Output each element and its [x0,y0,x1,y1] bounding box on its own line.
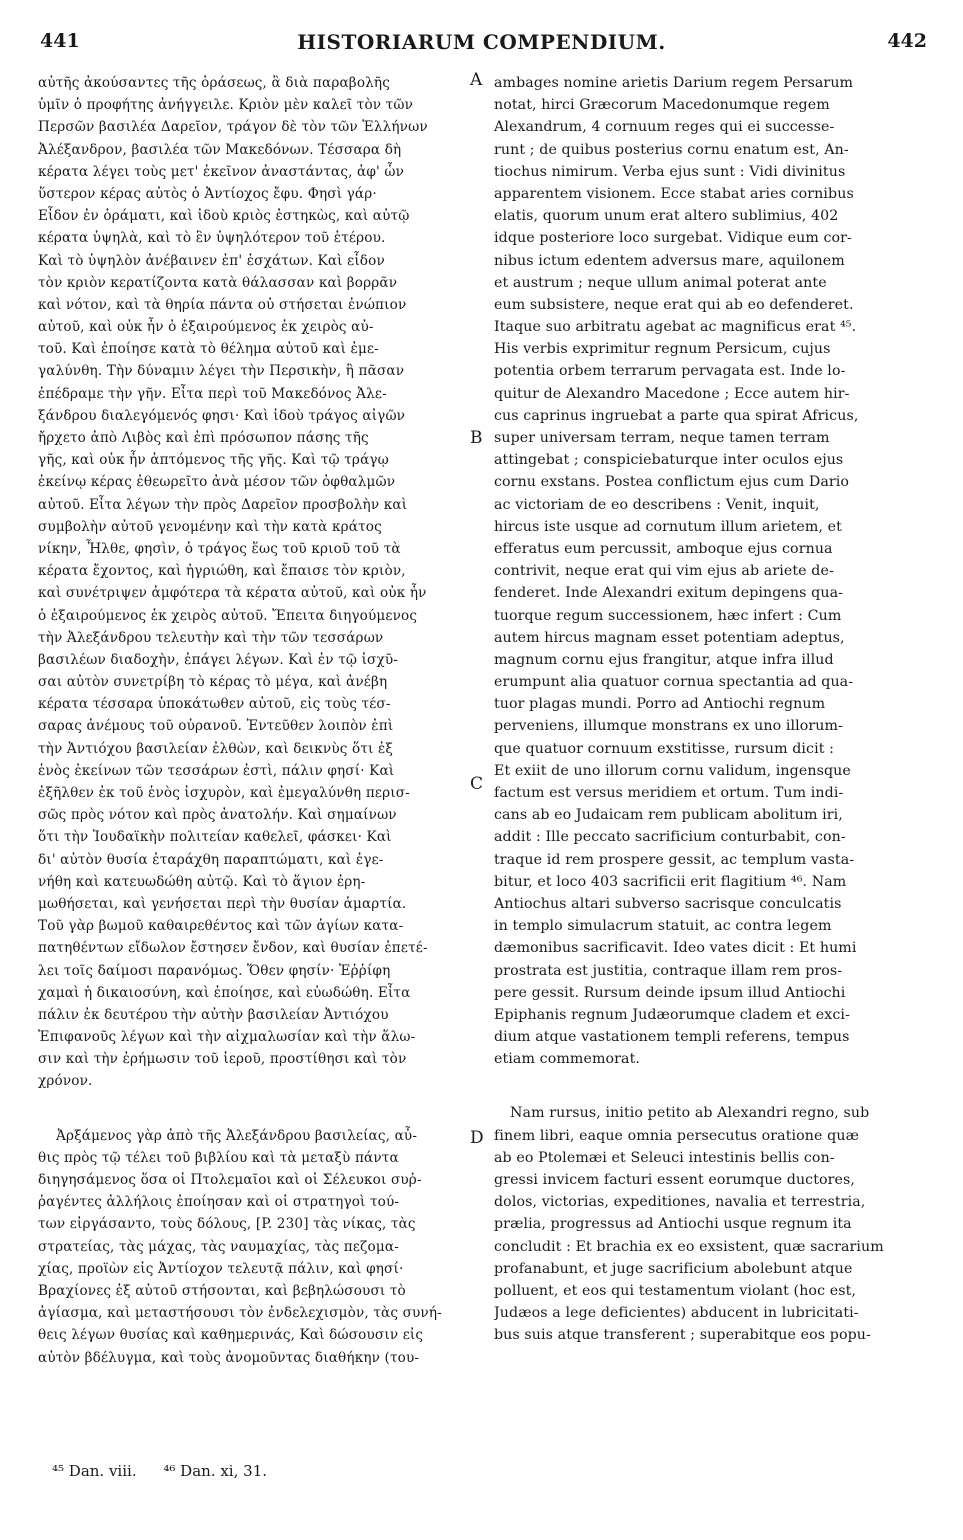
latin-text-line: cus caprinus ingruebat a parte qua spirat Africus, [494,407,859,424]
greek-text-line: ἑνὸς ἐκείνων τῶν τεσσάρων ἐστὶ, πάλιν φησί· Καὶ [38,762,395,779]
greek-text-line: τοῦ. Καὶ ἐποίησε κατὰ τὸ θέλημα αὐτοῦ καὶ ἐμε- [38,341,379,358]
greek-text-line: γῆς, καὶ οὐκ ἦν ἁπτόμενος τῆς γῆς. Καὶ τῷ τράγῳ [38,452,389,469]
footnotes [52,1462,289,1480]
latin-text-line: etiam commemorat. [494,1051,640,1068]
latin-text-line: super universam terram, neque tamen terram [494,430,830,446]
greek-text-line: δι' αὐτὸν θυσία ἐταράχθη παραπτώματι, καὶ ἐγε- [38,851,384,868]
greek-text-line: κέρατα ὑψηλὰ, καὶ τὸ ἓν ὑψηλότερον τοῦ ἑτέρου. [38,230,386,247]
greek-text-line: ἐπέδραμε τὴν γῆν. Εἶτα περὶ τοῦ Μακεδόνος Ἀλε- [38,385,387,402]
section-marker-a: A [470,70,483,90]
greek-text-line: συμβολὴν αὐτοῦ γενομένην καὶ τὴν κατὰ κράτος [38,518,382,535]
greek-text-line: σῶς πρὸς νότον καὶ πρὸς ἀνατολήν. Καὶ σημαίνων [38,807,397,824]
latin-text-line: Itaque suo arbitratu agebat ac magnificus erat ⁴⁵. [494,319,857,336]
section-marker-c: C [470,774,484,794]
greek-text-line: Ἀλέξανδρον, βασιλέα τῶν Μακεδόνων. Τέσσαρα δὴ [38,141,402,158]
latin-text-line: Et exiit de uno illorum cornu validum, ingensque [494,762,851,779]
latin-text-line: apparentem visionem. Ecce stabat aries cornibus [494,185,854,202]
latin-text-line: in templo simulacrum statuit, ac contra legem [494,918,832,935]
latin-text-line: bitur, et loco 403 sacrificii erit flagitium ⁴⁶. Nam [494,873,847,890]
greek-text-line: Περσῶν βασιλέα Δαρεῖον, τράγον δὲ τὸν τῶν Ἑλλήνων [38,119,428,136]
latin-text-line: Alexandrum, 4 cornuum reges qui ei successe- [494,119,835,136]
latin-text-line: dæmonibus sacrificavit. Ideo vates dicit : Et humi [494,940,857,957]
greek-text-line: χίας, προϊὼν εἰς Ἀντίοχον τελευτᾷ πάλιν, καὶ φησί· [38,1260,404,1277]
latin-text-line: profanabunt, et juge sacrificium abolebunt atque [494,1260,853,1277]
greek-text-line: πάλιν ἐκ δευτέρου τὴν αὐτὴν βασιλείαν Ἀντιόχου [38,1006,389,1023]
greek-text-line: ῥαγέντες ἀλλήλοις ἐποίησαν καὶ οἱ στρατηγοὶ τού- [38,1194,400,1211]
section-marker-b: B [470,428,483,448]
latin-text-line: Nam rursus, initio petito ab Alexandri regno, sub [510,1105,870,1122]
latin-text-line: pere gessit. Rursum deinde ipsum illud Antiochi [494,984,846,1001]
latin-text-line: elatis, quorum unum erat altero sublimius, 402 [494,208,839,225]
latin-text-line: addit : Ille peccato sacrificium conturbabit, con- [494,829,846,846]
greek-text-line: ὕστερον κέρας αὐτὸς ὁ Ἀντίοχος ἔφυ. Φησὶ γάρ· [38,185,377,202]
greek-text-line: διηγησάμενος ὅσα οἱ Πτολεμαῖοι καὶ οἱ Σέλευκοι συῤ- [38,1172,422,1188]
greek-text-line: ἐξῆλθεν ἐκ τοῦ ἑνὸς ἰσχυρὸν, καὶ ἐμεγαλύνθη περισ- [38,785,410,801]
latin-text-line: perveniens, illumque monstrans ex uno illorum- [494,718,843,735]
greek-text-line: κέρατα τέσσαρα ὑποκάτωθεν αὐτοῦ, εἰς τοὺς τέσ- [38,696,391,713]
latin-text-line: bus suis atque transferent ; superabitque eos popu- [494,1327,871,1344]
greek-text-line: Καὶ τὸ ὑψηλὸν ἀνέβαινεν ἐπ' ἐσχάτων. Καὶ εἶδον [38,252,385,269]
greek-text-line: Εἶδον ἐν ὁράματι, καὶ ἰδοὺ κριὸς ἑστηκὼς, καὶ αὐτῷ [38,208,410,225]
greek-text-line: ἁγίασμα, καὶ μεταστήσουσι τὸν ἐνδελεχισμὸν, τὰς συνή- [38,1305,442,1322]
latin-text-line: gressi invicem facturi essent eorumque ductores, [494,1172,856,1188]
greek-text-line: αὐτὸν βδέλυγμα, καὶ τοὺς ἀνομοῦντας διαθήκην (του- [38,1349,420,1366]
greek-text-line: στρατείας, τὰς μάχας, τὰς ναυμαχίας, τὰς πεζομα- [38,1238,399,1255]
greek-text-line: χαμαὶ ἡ δικαιοσύνη, καὶ ἐποίησε, καὶ εὐωδώθη. Εἶτα [38,984,411,1001]
latin-text-line: eum subsistere, neque erat qui ab eo defenderet. [494,296,854,313]
greek-text-line: σαρας ἀνέμους τοῦ οὐρανοῦ. Ἐντεῦθεν λοιπὸν ἐπὶ [38,718,394,735]
greek-text-line: σαι αὐτὸν συνετρίβη τὸ κέρας τὸ μέγα, καὶ ἀνέβη [38,674,388,691]
latin-text-line: tiochus nimirum. Verba ejus sunt : Vidi divinitus [494,163,846,180]
page-header [0,30,963,60]
latin-text-line: quitur de Alexandro Macedone ; Ecce autem hir- [494,385,850,402]
greek-text-line: ξάνδρου διαλεγόμενός φησι· Καὶ ἰδοὺ τράγος αἰγῶν [38,407,406,424]
footnote: ⁴⁵ Dan. viii. [52,1462,137,1480]
greek-text-line: ἤρχετο ἀπὸ Λιβὸς καὶ ἐπὶ πρόσωπον πάσης τῆς [38,430,369,446]
latin-text-line: idque posteriore loco surgebat. Vidique eum cor- [494,230,852,247]
greek-text-line: καὶ συνέτριψεν ἀμφότερα τὰ κέρατα αὐτοῦ, καὶ οὐκ ἦν [38,585,427,602]
latin-text-line: concludit : Et brachia ex eo exsistent, quæ sacrarium [494,1238,884,1255]
paragraph-gap [494,1070,926,1102]
greek-text-line: ὑμῖν ὁ προφήτης ἀνήγγειλε. Κριὸν μὲν καλεῖ τὸν τῶν [38,97,414,114]
latin-text-line: His verbis exprimitur regnum Persicum, cujus [494,341,831,358]
greek-text-line: πατηθέντων εἴδωλον ἔστησεν ἔνδον, καὶ θυσίαν ἐπετέ- [38,940,428,957]
greek-text-line: ἐκείνῳ κέρας ἐθεωρεῖτο ἀνὰ μέσον τῶν ὀφθαλμῶν [38,474,396,491]
latin-text-line: que quatuor cornuum exstitisse, rursum dicit : [494,740,835,757]
latin-text-line: hircus iste usque ad cornutum illum arietem, et [494,518,842,535]
latin-text-line: nibus ictum edentem adversus mare, aquilonem [494,252,845,269]
page-number-right: 442 [887,30,927,52]
latin-text-line: attingebat ; conspiciebaturque inter oculos ejus [494,452,844,469]
latin-text-line: contrivit, neque erat qui vim ejus ab ariete de- [494,563,834,580]
latin-text-line: autem hircus magnam esset potentiam adeptus, [494,629,845,646]
latin-text-line: fenderet. Inde Alexandri exitum depingens qua- [494,585,844,602]
greek-text-line: σιν καὶ τὴν ἐρήμωσιν τοῦ ἱεροῦ, προστίθησι καὶ τὸν [38,1051,407,1068]
latin-text-line: cans ab eo Judaicam rem publicam abolitum iri, [494,807,843,824]
latin-text-line: efferatus eum percussit, amboque ejus cornua [494,540,833,557]
greek-text-line: αὐτῆς ἀκούσαντες τῆς ὁράσεως, ἃ διὰ παραβολῆς [38,75,390,91]
greek-text-line: θις πρὸς τῷ τέλει τοῦ βιβλίου καὶ τὰ μεταξὺ πάντα [38,1149,399,1166]
greek-text-line: βασιλέων διαδοχὴν, ἐπάγει λέγων. Καὶ ἐν τῷ ἰσχῦ- [38,651,399,668]
latin-text-line: traque id rem prospere gessit, ac templum vasta- [494,851,855,868]
greek-text-line: τὸν κριὸν κερατίζοντα κατὰ θάλασσαν καὶ βορρᾶν [38,274,398,291]
latin-text-column [494,72,926,1347]
greek-text-line: Τοῦ γὰρ βωμοῦ καθαιρεθέντος καὶ τῶν ἁγίων κατα- [38,918,404,935]
latin-text-line: erumpunt alia quatuor cornua spectantia ad qua- [494,674,854,691]
latin-text-line: dolos, victorias, expeditiones, navalia et terrestria, [494,1194,866,1211]
latin-text-line: polluent, et eos qui testamentum violant (hoc est, [494,1282,857,1299]
latin-text-line: Antiochus altari subverso sacrisque conculcatis [494,895,842,912]
latin-text-line: potentia orbem terrarum pervagata est. Inde lo- [494,363,846,380]
greek-text-line: κέρατα ἔχοντος, καὶ ἠγριώθη, καὶ ἔπαισε τὸν κριὸν, [38,563,406,580]
greek-text-line: Ἐπιφανοῦς λέγων καὶ τὴν αἰχμαλωσίαν καὶ τὴν ἅλω- [38,1029,416,1046]
greek-text-line: χρόνον. [38,1073,93,1090]
latin-text-line: et austrum ; neque ullum animal poterat ante [494,274,827,291]
latin-text-line: Epiphanis regnum Judæorumque cladem et exci- [494,1006,850,1023]
latin-text-line: cornu exstans. Postea conflictum ejus cum Dario [494,474,850,491]
latin-text-line: factum est versus meridiem et ortum. Tum indi- [494,785,844,801]
paragraph-gap [38,1093,468,1125]
greek-text-line: νίκην, Ἦλθε, φησὶν, ὁ τράγος ἕως τοῦ κριοῦ τοῦ τὰ [38,540,401,557]
greek-text-line: των εἰργάσαντο, τοὺς δόλους, [P. 230] τὰς νίκας, τὰς [38,1216,416,1233]
latin-text-line: prælia, progressus ad Antiochi usque regnum ita [494,1216,852,1233]
running-title: HISTORIARUM COMPENDIUM. [297,30,666,54]
latin-text-line: ac victoriam de eo describens : Venit, inquit, [494,496,820,513]
greek-text-line: λει τοῖς δαίμοσι παρανόμως. Ὅθεν φησίν· Ἐῤῥίφη [38,962,391,979]
page-number-left: 441 [40,30,80,52]
greek-text-line: Βραχίονες ἐξ αὐτοῦ στήσονται, καὶ βεβηλώσουσι τὸ [38,1282,406,1299]
latin-text-line: ambages nomine arietis Darium regem Persarum [494,75,854,91]
greek-text-column [38,72,468,1369]
greek-text-line: μωθήσεται, καὶ γενήσεται περὶ τὴν θυσίαν ἁμαρτία. [38,895,407,912]
greek-text-line: τὴν Ἀντιόχου βασιλείαν ἐλθὼν, καὶ δεικνὺς ὅτι ἐξ [38,740,394,757]
greek-text-line: γαλύνθη. Τὴν δύναμιν λέγει τὴν Περσικὴν, ἣ πᾶσαν [38,363,405,380]
greek-text-line: καὶ νότον, καὶ τὰ θηρία πάντα οὐ στήσεται ἐνώπιον [38,296,407,313]
latin-text-line: finem libri, eaque omnia persecutus oratione quæ [494,1127,860,1144]
latin-text-line: tuor plagas mundi. Porro ad Antiochi regnum [494,696,826,713]
greek-text-line: θεις λέγων θυσίας καὶ καθημερινάς, Καὶ δώσουσιν εἰς [38,1327,424,1344]
latin-text-line: magnum cornu ejus frangitur, atque infra illud [494,651,834,668]
greek-text-line: ὅτι τὴν Ἰουδαϊκὴν πολιτείαν καθελεῖ, φάσκει· Καὶ [38,829,392,846]
greek-text-line: Ἀρξάμενος γὰρ ἀπὸ τῆς Ἀλεξάνδρου βασιλείας, αὖ- [56,1127,418,1144]
latin-text-line: notat, hirci Græcorum Macedonumque regem [494,97,830,114]
greek-text-line: ὁ ἐξαιρούμενος ἐκ χειρὸς αὐτοῦ. Ἔπειτα διηγούμενος [38,607,418,624]
latin-text-line: tuorque regum successionem, hæc infert : Cum [494,607,842,624]
greek-text-line: νήθη καὶ κατευωδώθη αὐτῷ. Καὶ τὸ ἅγιον ἐρη- [38,873,366,890]
latin-text-line: prostrata est justitia, contraque illam rem pros- [494,962,843,979]
greek-text-line: αὐτοῦ. Εἶτα λέγων τὴν πρὸς Δαρεῖον προσβολὴν καὶ [38,496,408,513]
latin-text-line: Judæos a lege deficientes) abducent in lubricitati- [494,1305,859,1322]
footnote: ⁴⁶ Dan. xi, 31. [163,1462,267,1480]
section-marker-d: D [470,1128,484,1148]
greek-text-line: τὴν Ἀλεξάνδρου τελευτὴν καὶ τὴν τῶν τεσσάρων [38,629,384,646]
latin-text-line: dium atque vastationem templi referens, tempus [494,1029,850,1046]
greek-text-line: κέρατα λέγει τοὺς μετ' ἐκεῖνον ἀναστάντας, ἀφ' ὧν [38,163,405,180]
latin-text-line: runt ; de quibus posterius cornu enatum est, An- [494,141,849,158]
latin-text-line: ab eo Ptolemæi et Seleuci intestinis bellis con- [494,1149,835,1166]
greek-text-line: αὐτοῦ, καὶ οὐκ ἦν ὁ ἐξαιρούμενος ἐκ χειρὸς αὐ- [38,319,374,336]
